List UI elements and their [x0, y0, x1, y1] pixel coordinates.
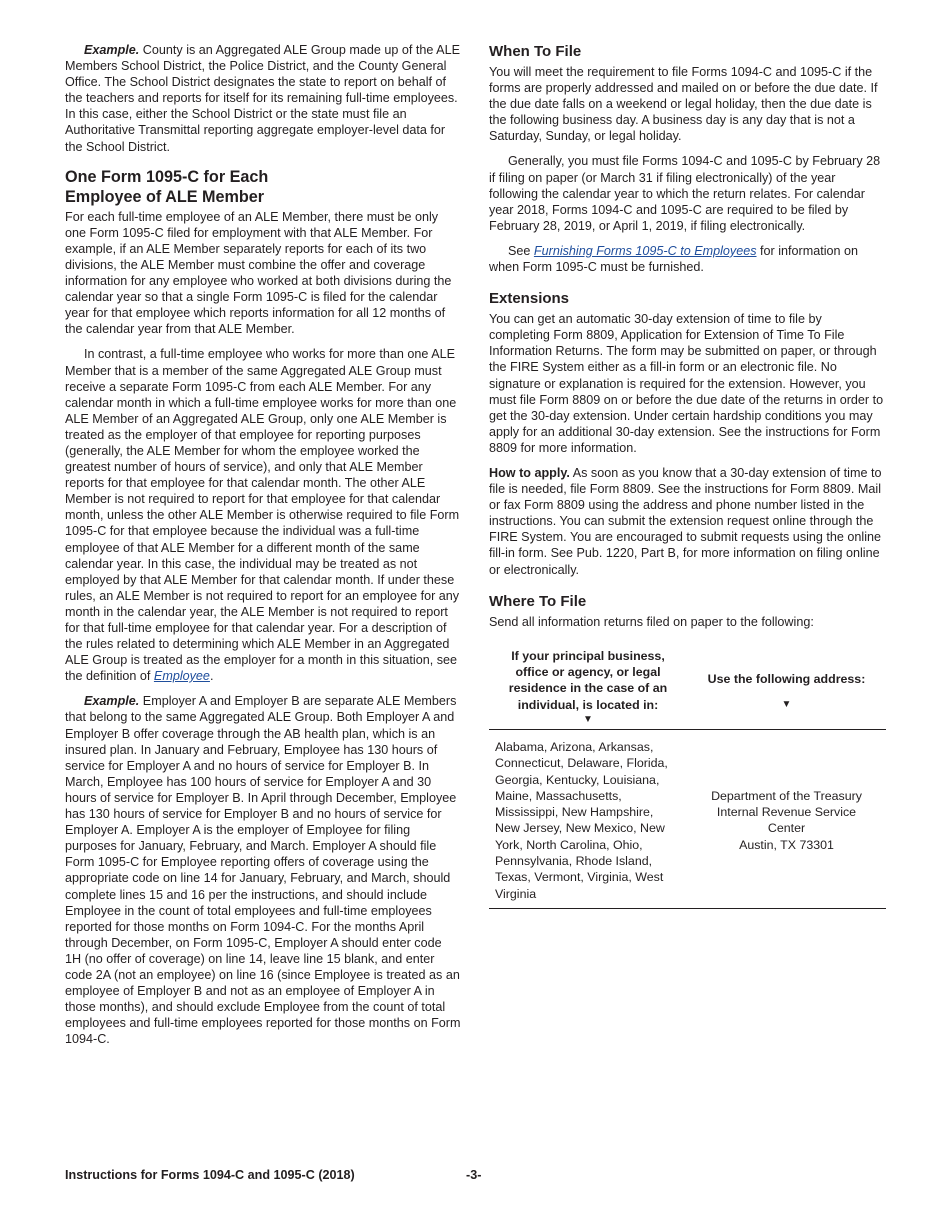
down-arrow-icon: ▼ — [583, 713, 593, 725]
how-to-apply-label: How to apply. — [489, 465, 570, 480]
furnishing-forms-link[interactable]: Furnishing Forms 1095-C to Employees — [533, 243, 757, 258]
one-form-paragraph: For each full-time employee of an ALE Member, there must be only one Form 1095-C filed for employment with that ALE Member. For example, if an ALE Member separately reports for each of its two divisions, the ALE Member must combine the offer and coverage information for any employee who worked at both divisions during the calendar year so that a single Form 1095-C is filed for the calendar year for that employee which reports information for all 12 months of the calendar year from that ALE Member. — [65, 209, 452, 337]
example-employer-paragraph: Example. Employer A and Employer B are separate ALE Members that belong to the same Aggregated ALE Group. Both Employer A and Employer B offer coverage through the AB health plan, which is an insured plan. In January and February, Employee has 130 hours of service for Employer A and no hours of service for Employer B. In March, Employee has 100 hours of service for Employer A and 30 hours of service for Employer B. In April through December, Employee has 130 hours of service for Employer B and no hours of service for Employer A. Employer A is the employer of Employee for filing purposes for January, February, and March. Employer A should file Form 1095-C for Employee reporting offers of coverage using the appropriate code on line 14 for January, February, and March, should complete lines 15 and 16 per the instructions, and should include Employee in the count of total employees and full-time employees reported for those months on Form 1094-C. For the months April through December, on Form 1095-C, Employer A should enter code 1H (no offer of coverage) on line 14, leave line 15 blank, and enter code 2A (not an employee) on line 16 (since Employee is treated as an employee of Employer B and not as an employee of Employer A in those months), and should exclude Employee from the count of total employees and full-time employees reported for those months on Form 1094-C. — [65, 694, 461, 1047]
example-label: Example. — [84, 43, 140, 57]
section-heading-one-form-1095c: One Form 1095-C for Each Employee of ALE Member — [65, 167, 269, 206]
states-cell: Alabama, Arizona, Arkansas, Connecticut, Delaware, Florida, Georgia, Kentucky, Louisiana, Maine, Massachusetts, Mississippi, New Hampshire, New Jersey, New Mexico, New York, North Carolina, Ohio, Pennsylvania, Rhode Island, Texas, Vermont, Virginia, West Virginia — [489, 729, 687, 908]
table-header-location: If your principal business, office or agency, or legal residence in the case of an individual, is located in: ▼ — [489, 648, 687, 730]
in-contrast-paragraph: In contrast, a full-time employee who works for more than one ALE Member that is a member of the same Aggregated ALE Group must receive a separate Form 1095-C from each ALE Member. For any calendar month in which a full-time employee works for more than one ALE Member of an Aggregated ALE Group, only one ALE Member is treated as the employer of that employee for reporting purposes (generally, the ALE Member for whom the employee worked the greatest number of hours of service), and only that ALE Member reports for that employee for that calendar month. The other ALE Member is not required to report for that employee for that calendar month, unless the other ALE Member is otherwise required to file Form 1095-C for that employee because the individual was a full-time employee of that ALE Member for a different month of the same calendar year. In this case, the individual may be treated as not employed by that ALE Member for that calendar month. If under these rules, an ALE Member is not required to report for an employee for any month in the calendar year, the ALE Member is not required to report for that full-time employee for that calendar year. For a description of the rules related to determining which ALE Member in an Aggregated ALE Group is treated as the employer for a month in this situation, see the definition of Employee. — [65, 347, 460, 684]
example-label: Example. — [84, 694, 140, 709]
down-arrow-icon: ▼ — [781, 698, 792, 710]
filing-address-table — [489, 648, 886, 909]
when-to-file-paragraph-2: Generally, you must file Forms 1094-C and 1095-C by February 28 if filing on paper (or March 31 if filing electronically) of the year following the calendar year to which the return relates. For calendar year 2018, Forms 1094-C and 1095-C are required to be filed by February 28, 2019, or April 1, 2019, if filing electronically. — [489, 154, 881, 233]
table-header-row — [489, 648, 886, 730]
left-column — [65, 42, 461, 1056]
section-heading-extensions: Extensions — [489, 290, 570, 308]
table-header-address: Use the following address: ▼ — [687, 648, 886, 730]
when-to-file-paragraph-3: See Furnishing Forms 1095-C to Employees for information on when Form 1095-C must be furnished. — [489, 243, 859, 275]
how-to-apply-paragraph: How to apply. As soon as you know that a 30-day extension of time to file is needed, file Form 8809. See the instructions for Form 8809. Mail or fax Form 8809 using the address and phone number listed in the instructions. You can submit the extension request online through the FIRE System. You are encouraged to submit requests using the online fill-in form. See Pub. 1220, Part B, for more information on filing online or electronically. — [489, 465, 882, 577]
right-column — [489, 42, 886, 909]
section-heading-where-to-file: Where To File — [489, 592, 587, 610]
address-cell: Department of the Treasury Internal Revenue Service Center Austin, TX 73301 — [687, 729, 886, 908]
section-heading-when-to-file: When To File — [489, 43, 582, 60]
where-to-file-paragraph: Send all information returns filed on paper to the following: — [489, 614, 814, 629]
extensions-paragraph-1: You can get an automatic 30-day extension of time to file by completing Form 8809, Application for Extension of Time To File Information Returns. The form may be submitted on paper, or through the FIRE System either as a fill-in form or an electronic file. No signature or explanation is required for the extension. However, you must file Form 8809 on or before the due date of the returns in order to get the 30-day extension. Under certain hardship conditions you may apply for an additional 30-day extension. See the instructions for Form 8809 for more information. — [489, 312, 884, 455]
footer-document-title: Instructions for Forms 1094-C and 1095-C (2018) — [65, 1168, 355, 1182]
footer-page-number: -3- — [466, 1168, 482, 1182]
table-row — [489, 729, 886, 908]
employee-definition-link[interactable]: Employee — [153, 669, 210, 684]
when-to-file-paragraph-1: You will meet the requirement to file Forms 1094-C and 1095-C if the forms are properly addressed and mailed on or before the due date. If the due date falls on a weekend or legal holiday, then the due date is the following business day. A business day is any day that is not a Saturday, Sunday, or legal holiday. — [489, 65, 878, 144]
example-county-paragraph: Example. County is an Aggregated ALE Group made up of the ALE Members School District, the Police District, and the County General Office. The School District designates the state to report on behalf of the teachers and reports for itself for its remaining full-time employees. In this case, either the School District or the state must file an Authoritative Transmittal reporting aggregate employer-level data for the School District. — [65, 43, 460, 154]
